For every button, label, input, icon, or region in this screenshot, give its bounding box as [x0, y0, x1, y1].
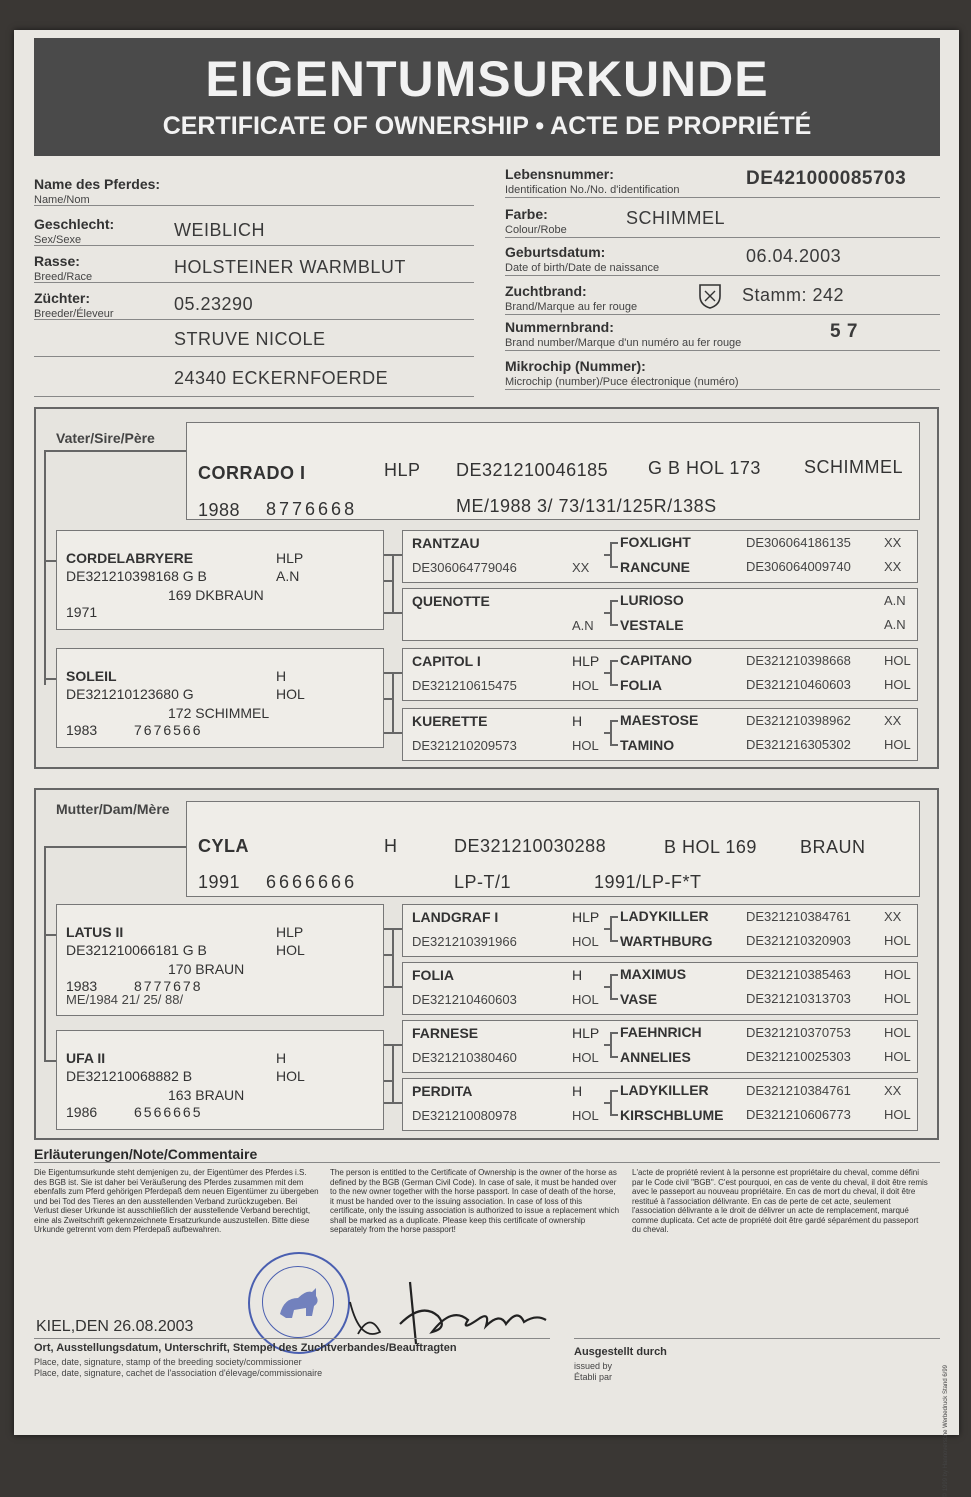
field-value: 06.04.2003 [746, 246, 842, 266]
great-grandparent-id: DE321210025303 [746, 1049, 851, 1064]
field-sublabel: Microchip (number)/Puce électronique (numéro) [505, 376, 739, 388]
bracket-line [610, 974, 612, 998]
grandparent-id: DE321210615475 [412, 678, 517, 693]
bracket-line [610, 720, 612, 744]
tree-line [384, 698, 392, 700]
parent-id: DE321210398168 G B [66, 568, 207, 584]
parent-name: UFA II [66, 1050, 106, 1066]
parent-mark: H [276, 668, 287, 684]
bracket-line [610, 684, 618, 686]
field-label: Name des Pferdes: [34, 176, 161, 192]
dam-mark: H [384, 836, 398, 856]
grandparent-name: LANDGRAF I [412, 909, 499, 925]
grandparent-name: KUERETTE [412, 713, 488, 729]
parent-name: LATUS II [66, 924, 124, 940]
great-grandparent-name: LURIOSO [620, 592, 684, 608]
sire-id: DE321210046185 [456, 460, 609, 480]
bracket-line [610, 998, 618, 1000]
divider [505, 350, 940, 351]
bracket-line [610, 916, 612, 940]
field-sublabel: Brand/Marque au fer rouge [505, 301, 638, 313]
parent-reg: 8777678 [134, 978, 203, 994]
dam-perf2: 1991/LP-F*T [594, 872, 702, 892]
bracket-line [604, 1102, 610, 1104]
sire-perf: ME/1988 3/ 73/131/125R/138S [456, 496, 717, 516]
tree-line [44, 450, 46, 685]
grandparent-mark: H [572, 1083, 583, 1099]
signature-line [34, 1338, 550, 1339]
tree-line [392, 554, 394, 612]
field-value: SCHIMMEL [626, 208, 726, 228]
divider [505, 237, 940, 238]
bracket-line [610, 1114, 618, 1116]
tree-line [44, 678, 56, 680]
dam-section-label: Mutter/Dam/Mère [56, 801, 170, 817]
sire-name: CORRADO I [198, 463, 306, 483]
parent-name: SOLEIL [66, 668, 117, 684]
field-sublabel: Colour/Robe [505, 224, 567, 236]
bracket-line [604, 928, 610, 930]
tree-line [384, 986, 402, 988]
sire-color: SCHIMMEL [804, 457, 904, 477]
great-grandparent-breed: XX [884, 909, 902, 924]
grandparent-id: DE321210209573 [412, 738, 517, 753]
grandparent-breed: HOL [572, 1050, 599, 1065]
field-sublabel: Breeder/Éleveur [34, 308, 114, 320]
great-grandparent-id: DE321210384761 [746, 909, 851, 924]
tree-line [384, 580, 392, 582]
parent-detail: 163 BRAUN [168, 1087, 245, 1103]
parent-year: 1983 [66, 978, 98, 994]
great-grandparent-breed: XX [884, 535, 902, 550]
tree-line [44, 846, 186, 848]
parent-id: DE321210123680 G [66, 686, 194, 702]
parent-breed: A.N [276, 568, 300, 584]
great-grandparent-breed: HOL [884, 1107, 911, 1122]
field-label: Lebensnummer: [505, 166, 614, 182]
field-label: Geschlecht: [34, 216, 115, 232]
brand-shield-icon [697, 282, 723, 310]
grandparent-breed: HOL [572, 992, 599, 1007]
parent-breed: HOL [276, 1068, 305, 1084]
parent-detail: 170 BRAUN [168, 961, 245, 977]
great-grandparent-id: DE321210384761 [746, 1083, 851, 1098]
divider [505, 314, 940, 315]
field-sublabel: Date of birth/Date de naissance [505, 262, 660, 274]
parent-reg: 7676566 [134, 722, 203, 738]
great-grandparent-breed: HOL [884, 677, 911, 692]
bracket-line [604, 732, 610, 734]
great-grandparent-breed: HOL [884, 933, 911, 948]
tree-line [384, 1102, 402, 1104]
great-grandparent-id: DE321210320903 [746, 933, 851, 948]
great-grandparent-name: VASE [620, 991, 658, 1007]
great-grandparent-name: CAPITANO [620, 652, 693, 668]
signature-label: Ort, Ausstellungsdatum, Unterschrift, Stempel des Zuchtverbandes/Beauftragten [34, 1342, 457, 1354]
tree-line [44, 1060, 56, 1062]
field-value: DE421000085703 [746, 168, 907, 189]
bracket-line [610, 974, 618, 976]
grandparent-mark: HLP [572, 909, 600, 925]
great-grandparent-name: ANNELIES [620, 1049, 691, 1065]
parent-year: 1986 [66, 1104, 98, 1120]
issued-by-label: Ausgestellt durch [574, 1346, 667, 1358]
great-grandparent-name: FOXLIGHT [620, 534, 691, 550]
field-sublabel: Breed/Race [34, 271, 93, 283]
bracket-line [610, 542, 618, 544]
grandparent-id: DE321210391966 [412, 934, 517, 949]
bracket-line [610, 600, 618, 602]
title-banner [34, 38, 940, 156]
field-label: Nummernbrand: [505, 319, 614, 335]
parent-mark: H [276, 1050, 287, 1066]
bracket-line [604, 612, 610, 614]
great-grandparent-name: TAMINO [620, 737, 675, 753]
parent-id: DE321210068882 B [66, 1068, 193, 1084]
bracket-line [610, 660, 612, 684]
great-grandparent-id: DE306064009740 [746, 559, 851, 574]
grandparent-id: DE321210460603 [412, 992, 517, 1007]
sire-mark: HLP [384, 460, 421, 480]
great-grandparent-breed: XX [884, 559, 902, 574]
document-title: EIGENTUMSURKUNDE [205, 51, 769, 107]
signature-label-fr: Place, date, signature, cachet de l'association d'élevage/commissionaire [34, 1368, 323, 1378]
divider [34, 356, 474, 357]
grandparent-name: FOLIA [412, 967, 454, 983]
parent-performance: ME/1984 21/ 25/ 88/ [66, 992, 184, 1007]
grandparent-breed: HOL [572, 1108, 599, 1123]
great-grandparent-breed: HOL [884, 1049, 911, 1064]
great-grandparent-id: DE321210385463 [746, 967, 851, 982]
field-sublabel: Identification No./No. d'identification [505, 184, 680, 196]
dam-id: DE321210030288 [454, 836, 607, 856]
sire-reg: 8776668 [266, 499, 358, 519]
parent-id: DE321210066181 G B [66, 942, 207, 958]
bracket-line [610, 1056, 618, 1058]
bracket-line [610, 1032, 618, 1034]
grandparent-name: RANTZAU [412, 535, 480, 551]
great-grandparent-breed: XX [884, 713, 902, 728]
divider [34, 245, 474, 246]
sire-section-label: Vater/Sire/Père [56, 430, 155, 446]
field-label: Rasse: [34, 253, 80, 269]
great-grandparent-name: FAEHNRICH [620, 1024, 702, 1040]
field-sublabel: Name/Nom [34, 194, 90, 206]
field-value: Stamm: 242 [742, 285, 845, 305]
divider [505, 275, 940, 276]
great-grandparent-id: DE306064186135 [746, 535, 851, 550]
tree-line [44, 846, 46, 1061]
bracket-line [604, 554, 610, 556]
great-grandparent-breed: HOL [884, 991, 911, 1006]
tree-line [384, 954, 392, 956]
grandparent-breed: HOL [572, 678, 599, 693]
parent-year: 1971 [66, 604, 98, 620]
grandparent-breed: XX [572, 560, 590, 575]
notes-heading [34, 1146, 257, 1162]
breeder-name: STRUVE NICOLE [174, 329, 326, 349]
field-sublabel: Sex/Sexe [34, 234, 82, 246]
great-grandparent-breed: HOL [884, 967, 911, 982]
notes-french: L'acte de propriété revient à la personne est propriétaire du cheval, comme défini par le Code civil "BGB". C'est pourquoi, en cas de vente du cheval, il doit être remis avec le passeport au nouveau propriétaire. En cas de mort du cheval, il doit être restitué à l'association délivrante. En cas de perte de cet acte, seulement l'association délivrante a le droit de délivrer un acte de remplacement, marqué comme duplicata. Cet acte de propriété doit être gardé séparément du passeport du cheval. [632, 1168, 928, 1234]
bracket-line [610, 1090, 612, 1114]
great-grandparent-id: DE321210370753 [746, 1025, 851, 1040]
great-grandparent-name: KIRSCHBLUME [620, 1107, 724, 1123]
tree-line [44, 450, 186, 452]
great-grandparent-id: DE321210313703 [746, 991, 851, 1006]
great-grandparent-breed: HOL [884, 737, 911, 752]
grandparent-mark: H [572, 967, 583, 983]
issue-place-date: KIEL,DEN 26.08.2003 [36, 1318, 194, 1335]
notes-english: The person is entitled to the Certificate of Ownership is the owner of the horse as defined by the BGB (German Civil Code). In case of sale, it must be handed over to the new owner together with the horse passport. In case of death of the horse, it must be handed over to the issuing association. In case of loss of this certificate, only the issuing association is authorized to issue a replacement which shall be marked as a duplicate. Please keep this certificate of ownership separately from the horse passport! [330, 1168, 620, 1234]
notes-heading-text: Erläuterungen/Note/Commentaire [34, 1146, 258, 1162]
issued-by-en: issued by [574, 1361, 613, 1371]
parent-year: 1983 [66, 722, 98, 738]
great-grandparent-name: MAESTOSE [620, 712, 699, 728]
dam-perf: LP-T/1 [454, 872, 512, 892]
grandparent-name: FARNESE [412, 1025, 479, 1041]
divider [34, 1162, 940, 1163]
parent-breed: HOL [276, 942, 305, 958]
bracket-line [604, 986, 610, 988]
parent-mark: HLP [276, 924, 304, 940]
great-grandparent-name: WARTHBURG [620, 933, 713, 949]
dam-name: CYLA [198, 836, 249, 856]
great-grandparent-id: DE321210398962 [746, 713, 851, 728]
field-label: Farbe: [505, 206, 548, 222]
great-grandparent-name: LADYKILLER [620, 908, 709, 924]
tree-line [392, 672, 394, 732]
bracket-line [610, 1090, 618, 1092]
field-label: Zuchtbrand: [505, 283, 587, 299]
bracket-line [610, 744, 618, 746]
parent-mark: HLP [276, 550, 304, 566]
field-label: Züchter: [34, 290, 90, 306]
issued-by-fr: Établi par [574, 1372, 613, 1382]
grandparent-mark: HLP [572, 653, 600, 669]
bracket-line [610, 566, 618, 568]
parent-detail: 169 DKBRAUN [168, 587, 264, 603]
bracket-line [610, 940, 618, 942]
field-value: WEIBLICH [174, 220, 266, 240]
great-grandparent-id: DE321210460603 [746, 677, 851, 692]
grandparent-id: DE306064779046 [412, 560, 517, 575]
grandparent-breed: HOL [572, 738, 599, 753]
great-grandparent-breed: HOL [884, 653, 911, 668]
bracket-line [610, 720, 618, 722]
notes-german: Die Eigentumsurkunde steht demjenigen zu, der Eigentümer des Pferdes i.S. des BGB ist. Sie ist daher bei Veräußerung des Pferdes zusammen mit dem ebenfalls zum Pferd gehörigen Pferdepaß dem neuen Eigentümer zu übergeben und bei Tod des Tieres an den ausstellenden Verband zurückzugeben. Bei Verlust dieser Urkunde ist ausschließlich der ausstellende Verband berechtigt, eine als Zweitschrift gekennzeichnete Ersatzurkunde auszustellen. Bitte diese Urkunde getrennt vom dem Pferdepaß aufbewahren. [34, 1168, 319, 1234]
grandparent-breed: HOL [572, 934, 599, 949]
bracket-line [604, 672, 610, 674]
dam-year: 1991 [198, 872, 241, 892]
signature-label-en: Place, date, signature, stamp of the breeding society/commissioner [34, 1357, 302, 1367]
field-value: 05.23290 [174, 294, 254, 314]
tree-line [384, 732, 402, 734]
printer-credit: © 1999 by Hannoversche Werbedruck Stand 6/99 [943, 1365, 949, 1497]
dam-reg: 6666666 [266, 872, 358, 892]
bracket-line [610, 1032, 612, 1056]
great-grandparent-id: DE321210398668 [746, 653, 851, 668]
great-grandparent-breed: XX [884, 1083, 902, 1098]
great-grandparent-name: FOLIA [620, 677, 662, 693]
field-sublabel: Brand number/Marque d'un numéro au fer rouge [505, 337, 742, 349]
great-grandparent-breed: A.N [884, 617, 906, 632]
great-grandparent-name: LADYKILLER [620, 1082, 709, 1098]
grandparent-id: DE321210380460 [412, 1050, 517, 1065]
bracket-line [604, 1044, 610, 1046]
great-grandparent-breed: HOL [884, 1025, 911, 1040]
parent-name: CORDELABRYERE [66, 550, 194, 566]
field-label: Geburtsdatum: [505, 244, 606, 260]
breeder-address: 24340 ECKERNFOERDE [174, 368, 389, 388]
sire-year: 1988 [198, 500, 241, 520]
sire-color-breed: G B HOL 173 [648, 458, 761, 478]
great-grandparent-id: DE321210606773 [746, 1107, 851, 1122]
tree-line [392, 1044, 394, 1102]
divider [34, 205, 474, 206]
great-grandparent-id: DE321216305302 [746, 737, 851, 752]
bracket-line [610, 624, 618, 626]
bracket-line [610, 542, 612, 566]
bracket-line [610, 600, 612, 624]
dam-color: BRAUN [800, 837, 866, 857]
parent-reg: 6566665 [134, 1104, 203, 1120]
parent-breed: HOL [276, 686, 305, 702]
grandparent-name: PERDITA [412, 1083, 473, 1099]
parent-detail: 172 SCHIMMEL [168, 705, 270, 721]
field-value: HOLSTEINER WARMBLUT [174, 257, 406, 277]
tree-line [384, 612, 402, 614]
divider [34, 396, 474, 397]
grandparent-mark: HLP [572, 1025, 600, 1041]
document-subtitle: CERTIFICATE OF OWNERSHIP • ACTE DE PROPRIÉTÉ [162, 112, 812, 140]
divider [505, 389, 940, 390]
dam-color-breed: B HOL 169 [664, 837, 757, 857]
grandparent-id: DE321210080978 [412, 1108, 517, 1123]
divider [505, 197, 940, 198]
grandparent-name: QUENOTTE [412, 593, 490, 609]
divider [34, 282, 474, 283]
issuer-line [574, 1338, 940, 1339]
field-label: Mikrochip (Nummer): [505, 358, 646, 374]
great-grandparent-name: VESTALE [620, 617, 684, 633]
great-grandparent-name: MAXIMUS [620, 966, 687, 982]
tree-line [44, 560, 56, 562]
tree-line [384, 1080, 392, 1082]
grandparent-breed: A.N [572, 618, 594, 633]
great-grandparent-breed: A.N [884, 593, 906, 608]
great-grandparent-name: RANCUNE [620, 559, 690, 575]
bracket-line [610, 660, 618, 662]
tree-line [392, 928, 394, 986]
field-value: 5 7 [830, 321, 858, 342]
divider [34, 319, 474, 320]
bracket-line [610, 916, 618, 918]
tree-line [44, 934, 56, 936]
grandparent-name: CAPITOL I [412, 653, 481, 669]
grandparent-mark: H [572, 713, 583, 729]
